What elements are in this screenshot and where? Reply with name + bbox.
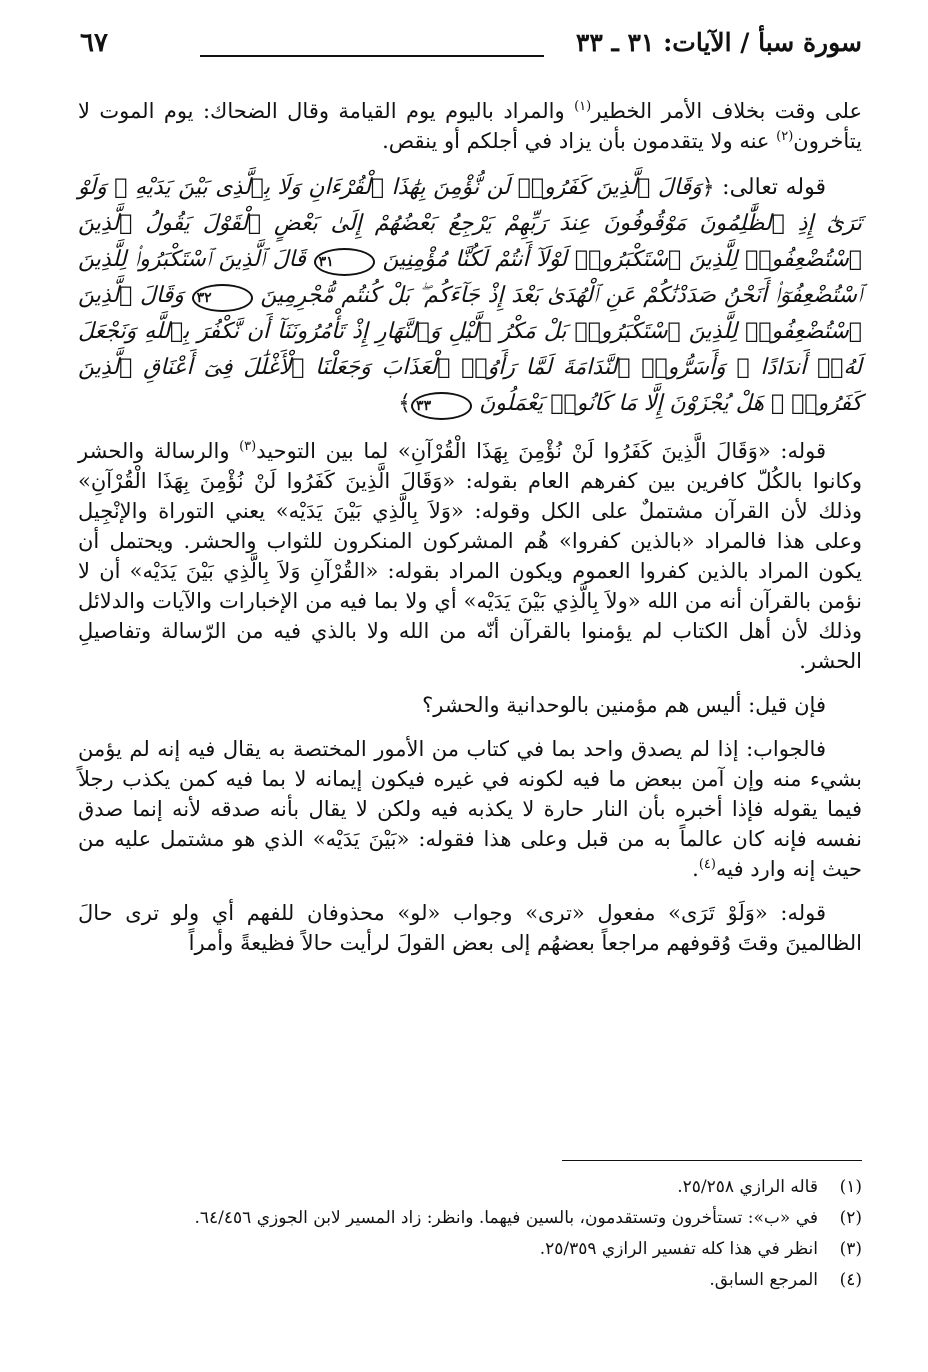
ayah-number-33: ٣٣ xyxy=(411,392,472,420)
footnote-ref-1: (١) xyxy=(574,99,592,114)
intro-paragraph xyxy=(78,96,862,156)
footnote-number: (٣) xyxy=(839,1239,862,1259)
footnotes xyxy=(78,1172,862,1296)
footnote-item xyxy=(78,1172,862,1203)
footnote-ref-4: (٤) xyxy=(698,857,716,872)
intro-text-1: على وقت بخلاف الأمر الخطير xyxy=(591,99,862,123)
footnote-item xyxy=(78,1234,862,1265)
footnote-number: (٢) xyxy=(839,1208,862,1228)
footnote-text: في «ب»: تستأخرون وتستقدمون، بالسين فيهما. وانظر: زاد المسير لابن الجوزي ٦٤/٤٥٦. xyxy=(194,1208,818,1228)
header-rule xyxy=(200,55,544,57)
footnote-number: (٤) xyxy=(839,1270,862,1290)
footnote-text: المرجع السابق. xyxy=(709,1270,818,1290)
quran-lead: قوله تعالى: ﴿ xyxy=(701,175,826,200)
footnote-text: انظر في هذا كله تفسير الرازي ٢٥/٣٥٩. xyxy=(539,1239,818,1259)
intro-text-3: عنه ولا يتقدمون بأن يزاد في أجلكم أو ينقص. xyxy=(382,129,777,153)
main-text xyxy=(78,96,862,972)
footnote-ref-2: (٢) xyxy=(776,129,794,144)
header-title: سورة سبأ / الآيات: ٣١ ـ ٣٣ xyxy=(575,28,862,57)
verse-32: قَالَ ٱلَّذِينَ ٱسْتَكْبَرُوا۟ لِلَّذِينَ ٱسْتُضْعِفُوٓا۟ أَنَحْنُ صَدَدْنَٰكُمْ عَنِ ٱلْهُدَىٰ بَعْدَ إِذْ جَآءَكُم ۖ بَلْ كُنتُم مُّجْرِمِينَ xyxy=(78,247,863,308)
quran-verses xyxy=(78,170,862,422)
answer-text: فالجواب: إذا لم يصدق واحد بما في كتاب من الأمور المختصة به يقال فيه إنه لم يؤمن بشيء منه وإن آمن ببعض ما فيه لكونه في غيره فيكون إيمانه لا بما فيه كمن يكذب رجلاً فيما يقوله فإذا أخبره بأن النار حارة لا يكذبه فيه ولكن لا يقال بأنه صدقه لأنه إنما صدق نفسه فإنه كان عالماً به من قبل وعلى هذا فقوله: «بَيْنَ يَدَيْه» الذي هو مشتمل عليه من حيث إنه وارد فيه xyxy=(78,737,862,881)
answer-end: . xyxy=(692,857,699,881)
verse-33: وَقَالَ ٱلَّذِينَ ٱسْتُضْعِفُوا۟ لِلَّذِينَ ٱسْتَكْبَرُوا۟ بَلْ مَكْرُ ٱلَّيْلِ وَٱلنَّهَارِ إِذْ تَأْمُرُونَنَآ أَن نَّكْفُرَ بِٱللَّهِ وَنَجْعَلَ لَهُۥٓ أَندَادًا ۚ وَأَسَرُّوا۟ ٱلنَّدَامَةَ لَمَّا رَأَوُا۟ ٱلْعَذَابَ وَجَعَلْنَا ٱلْأَغْلَٰلَ فِىٓ أَعْنَاقِ ٱلَّذِينَ كَفَرُوا۟ ۚ هَلْ يُجْزَوْنَ إِلَّا مَا كَانُوا۟ يَعْمَلُونَ xyxy=(78,283,862,416)
question-paragraph: فإن قيل: أليس هم مؤمنين بالوحدانية والحشر؟ xyxy=(422,693,826,717)
footnote-item xyxy=(78,1265,862,1296)
footnote-separator xyxy=(562,1160,862,1161)
last-paragraph: قوله: «وَلَوْ تَرَى» مفعول «ترى» وجواب «لو» محذوفان للفهم أي ولو ترى حالَ الظالمينَ وقتَ وُقوفهم مراجعاً بعضهُم إلى بعض القولَ لرأيت حالاً فظيعةً وأمراً xyxy=(78,901,862,955)
footnote-item xyxy=(78,1203,862,1234)
ayah-number-31: ٣١ xyxy=(314,248,375,276)
page-number: ٦٧ xyxy=(80,28,108,58)
intro-text-2: والمراد باليوم يوم القيامة وقال الضحاك: يوم الموت لا يتأخرون xyxy=(78,99,862,153)
quran-close: ﴾ xyxy=(398,391,412,416)
ayah-number-32: ٣٢ xyxy=(192,284,253,312)
commentary-paragraph xyxy=(78,436,862,676)
footnote-text: قاله الرازي ٢٥/٢٥٨. xyxy=(677,1177,818,1197)
answer-paragraph xyxy=(78,734,862,884)
commentary-text-2: والرسالة والحشر وكانوا بالكُلّ كافرين بين كفرهم العام بقوله: «وَقَالَ الَّذِينَ كَفَرُوا لَنْ نُؤْمِنَ بِهَذَا الْقُرْآنِ» وذلك لأن القرآن مشتملٌ على الكل وقوله: «وَلاَ بِالَّذِي بَيْنَ يَدَيْه» يعني التوراة والإنْجِيل وعلى هذا فالمراد «بالذين كفروا» هُم المشركون المنكرون للثواب والحشر. ويحتمل أن يكون المراد بالذين كفروا العموم ويكون المراد بقوله: «القُرْآنِ وَلاَ بِالَّذِي بَيْنَ يَدَيْه» أن لا نؤمن بالقرآن أنه من الله «ولاَ بِالَّذِي بَيْنَ يَدَيْه» أي ولا بما فيه من الإخبارات والآيات والدلائل وذلك لأن أهل الكتاب لم يؤمنوا بالقرآن أنّه من الله ولا بالذي فيه من الرّسالة وتفاصيلِ الحشر. xyxy=(78,439,862,673)
running-header xyxy=(78,28,862,68)
verse-31: وَقَالَ ٱلَّذِينَ كَفَرُوا۟ لَن نُّؤْمِنَ بِهَٰذَا ٱلْقُرْءَانِ وَلَا بِٱلَّذِى بَيْنَ يَدَيْهِ ۗ وَلَوْ تَرَىٰٓ إِذِ ٱلظَّٰلِمُونَ مَوْقُوفُونَ عِندَ رَبِّهِمْ يَرْجِعُ بَعْضُهُمْ إِلَىٰ بَعْضٍ ٱلْقَوْلَ يَقُولُ ٱلَّذِينَ ٱسْتُضْعِفُوا۟ لِلَّذِينَ ٱسْتَكْبَرُوا۟ لَوْلَآ أَنتُمْ لَكُنَّا مُؤْمِنِينَ xyxy=(78,175,862,272)
commentary-text-1: قوله: «وَقَالَ الَّذِينَ كَفَرُوا لَنْ نُؤْمِنَ بِهَذَا الْقُرْآنِ» لما بين التوحيد xyxy=(256,439,827,463)
footnote-number: (١) xyxy=(839,1177,862,1197)
footnote-ref-3: (٣) xyxy=(239,439,257,454)
